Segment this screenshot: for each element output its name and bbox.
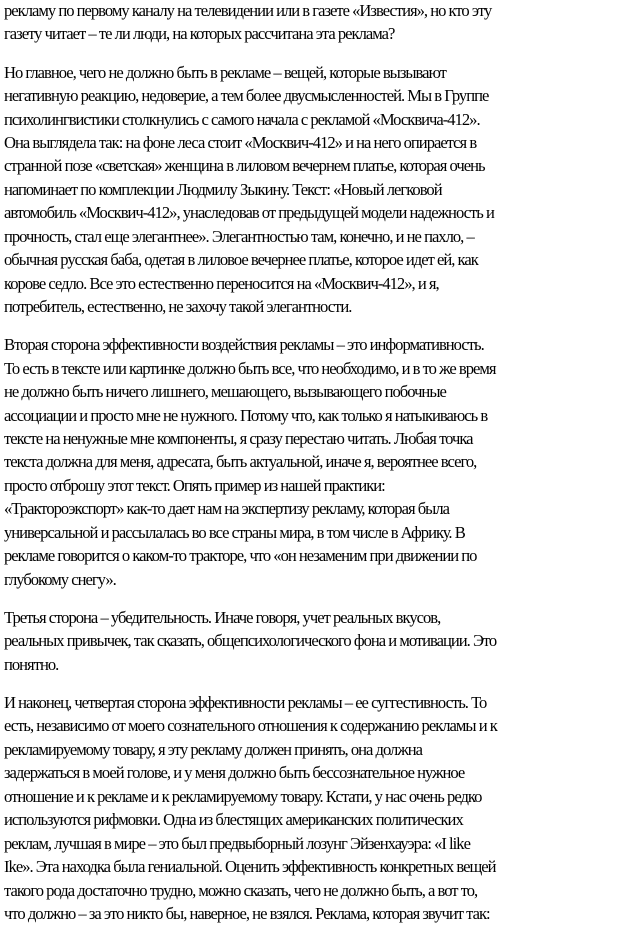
text-line: Но главное, чего не должно быть в рекламе – вещей, которые вызывают — [4, 62, 446, 82]
text-line: рекламу по первому каналу на телевидении или в газете «Известия», но кто эту — [4, 1, 492, 20]
document-page — [4, 0, 620, 925]
text-line: И наконец, четвертая сторона эффективности рекламы – ее суггестивность. То — [4, 693, 487, 712]
text-line: автомобиль «Москвич-412», унаследовав от предыдущей модели надежность и — [4, 203, 494, 223]
text-line: текста должна для меня, адресата, быть актуальной, иначе я, вероятнее всего, — [4, 452, 477, 472]
text-line: прочность, стал еще элегантнее». Элегантностью там, конечно, и не пахло, – — [4, 226, 474, 246]
text-line: Она выглядела так: на фоне леса стоит «Москвич-412» и на него опирается в — [4, 132, 477, 152]
text-line: корове седло. Все это естественно переносится на «Москвич-412», и я, — [4, 273, 439, 293]
text-line: есть, независимо от моего сознательного отношения к содержанию рекламы и к — [4, 716, 497, 736]
text-line: странной позе «светская» женщина в лиловом вечернем платье, которая очень — [4, 156, 485, 176]
paragraph-gap — [4, 676, 620, 691]
text-line: глубокому снегу». — [4, 569, 116, 589]
paragraph-gap — [4, 46, 620, 61]
text-line: потребитель, естественно, не захочу такой элегантности. — [4, 297, 352, 317]
text-line: что должно – за это никто бы, наверное, не взялся. Реклама, которая звучит так: — [4, 903, 490, 923]
text-line: реальных привычек, так сказать, общепсихологического фона и мотивации. Это — [4, 631, 497, 651]
text-line: Ike». Эта находка была гениальной. Оценить эффективность конкретных вещей — [4, 857, 496, 877]
text-line: Третья сторона – убедительность. Иначе говоря, учет реальных вкусов, — [4, 607, 441, 627]
text-line: рекламе говорится о каком-то тракторе, что «он незаменим при движении по — [4, 546, 477, 566]
text-line: Вторая сторона эффективности воздействия рекламы – это информативность. — [4, 335, 484, 355]
text-line: негативную реакцию, недоверие, а тем более двусмысленностей. Мы в Группе — [4, 86, 489, 106]
text-line: используются рифмовки. Одна из блестящих американских политических — [4, 810, 463, 830]
text-line: такого рода достаточно трудно, можно сказать, чего не должно быть, а вот то, — [4, 880, 478, 900]
paragraph-gap — [4, 318, 620, 333]
text-line: просто отброшу этот текст. Опять пример из нашей практики: — [4, 475, 385, 495]
text-line: «Трактороэкспорт» как-то дает нам на экспертизу рекламу, которая была — [4, 499, 449, 519]
text-line: задержаться в моей голове, и у меня должно быть бессознательное нужное — [4, 763, 465, 783]
text-line: понятно. — [4, 654, 59, 674]
text-line: тексте на ненужные мне компоненты, я сразу перестаю читать. Любая точка — [4, 429, 473, 449]
text-line: обычная русская баба, одетая в лиловое вечернее платье, которое идет ей, как — [4, 250, 478, 270]
text-line: реклам, лучшая в мире – это был предвыборный лозунг Эйзенхауэра: «I like — [4, 833, 470, 853]
text-line: газету читает – те ли люди, на которых рассчитана эта реклама? — [4, 24, 395, 44]
text-line: То есть в тексте или картинке должно быть все, что необходимо, и в то же время — [4, 358, 496, 378]
text-line: напоминает по комплекции Людмилу Зыкину. Текст: «Новый легковой — [4, 179, 442, 199]
text-line: рекламируемому товару, я эту рекламу должен принять, она должна — [4, 739, 423, 759]
text-line: ассоциации и просто мне не нужного. Потому что, как только я натыкиваюсь в — [4, 405, 488, 425]
text-line: отношение и к рекламе и к рекламируемому товару. Кстати, у нас очень редко — [4, 786, 482, 806]
text-line: не должно быть ничего лишнего, мешающего, вызывающего побочные — [4, 382, 446, 402]
text-line: универсальной и рассылалась во все страны мира, в том числе в Африку. В — [4, 522, 465, 542]
paragraph-gap — [4, 591, 620, 606]
text-line: психолингвистики столкнулись с самого начала с рекламой «Москвича-412». — [4, 109, 480, 129]
